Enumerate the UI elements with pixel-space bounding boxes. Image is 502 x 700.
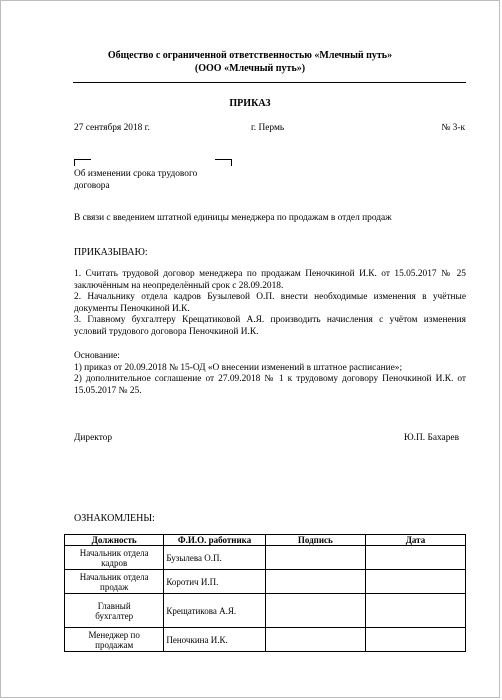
basis-item-2-line-2: 15.05.2017 № 25. [74,385,142,396]
header-fio: Ф.И.О. работника [164,535,265,546]
row-date-cell[interactable] [365,594,465,628]
org-short-name: (ООО «Млечный путь») [194,63,306,74]
subject-bracket-left [74,159,91,166]
item-2-line-1: 2. Начальнику отдела кадров Бузылевой О.П. внести необходимые изменения в учётные [74,292,466,302]
row-position [65,570,164,594]
row-signature-cell[interactable] [265,628,365,652]
table-row [65,570,466,594]
acquaintance-table [64,534,466,652]
row-fio: Пеночкина И.К. [164,628,265,652]
order-city: г. Пермь [251,123,285,133]
command-word: ПРИКАЗЫВАЮ: [74,247,148,258]
row-signature-cell[interactable] [265,594,365,628]
position-line-1: Начальник отдела [79,571,149,582]
basis-item-2-line-1: 2) дополнительное соглашение от 27.09.2018 № 1 к трудовому договору Пеночкиной И.К. от [74,374,466,384]
row-position [65,546,164,570]
header-signature: Подпись [265,535,365,546]
position-line-2: кадров [101,557,128,568]
position-line-1: Главный [97,600,131,611]
position-line-2: бухгалтер [95,610,134,621]
order-title: ПРИКАЗ [229,98,271,109]
row-date-cell[interactable] [365,628,465,652]
header-rule [73,82,466,83]
item-3-line-2: условий трудового договора Пеночкиной И.К. [74,326,259,337]
item-1-line-1: 1. Считать трудовой договор менеджера по продажам Пеночкиной И.К. от 15.05.2017 № 25 [74,269,466,279]
table-header-row [65,535,466,546]
acquainted-title: ОЗНАКОМЛЕНЫ: [74,513,155,524]
subject-line-2: договора [74,181,110,191]
position-line-1: Менеджер по [88,629,140,640]
row-fio: Коротич И.П. [164,570,265,594]
table-row [65,628,466,652]
subject-line-1: Об изменении срока трудового [74,169,198,179]
row-position [65,628,164,652]
row-date-cell[interactable] [365,546,465,570]
basis-item-1: 1) приказ от 20.09.2018 № 15-ОД «О внесении изменений в штатное расписание»; [74,362,403,373]
subject-bracket-right [215,159,232,166]
position-line-2: продаж [100,581,129,592]
preamble: В связи с введением штатной единицы менеджера по продажам в отдел продаж [74,213,392,223]
order-items [74,269,466,338]
header-position: Должность [65,535,164,546]
item-3-line-1: 3. Главному бухгалтеру Крещатиковой А.Я. производить начисления с учётом изменения [74,315,466,325]
org-name: Общество с ограниченной ответственностью «Млечный путь» [107,50,393,61]
row-signature-cell[interactable] [265,546,365,570]
order-number: № 3-к [441,123,465,133]
table-row [65,594,466,628]
item-2-line-2: документы Пеночкиной И.К. [74,303,190,314]
row-fio: Крещатикова А.Я. [164,594,265,628]
header-date: Дата [365,535,465,546]
order-date: 27 сентября 2018 г. [74,123,150,133]
row-signature-cell[interactable] [265,570,365,594]
item-1-line-2: заключённым на неопределённый срок с 28.09.2018. [74,280,284,291]
basis-title: Основание: [74,351,120,361]
signature-position: Директор [74,433,113,443]
basis-block [74,351,466,397]
signature-name: Ю.П. Бахарев [404,433,459,443]
row-position [65,594,164,628]
position-line-2: продажам [95,639,134,650]
table-row [65,546,466,570]
position-line-1: Начальник отдела [79,547,149,558]
row-date-cell[interactable] [365,570,465,594]
row-fio: Бузылева О.П. [164,546,265,570]
